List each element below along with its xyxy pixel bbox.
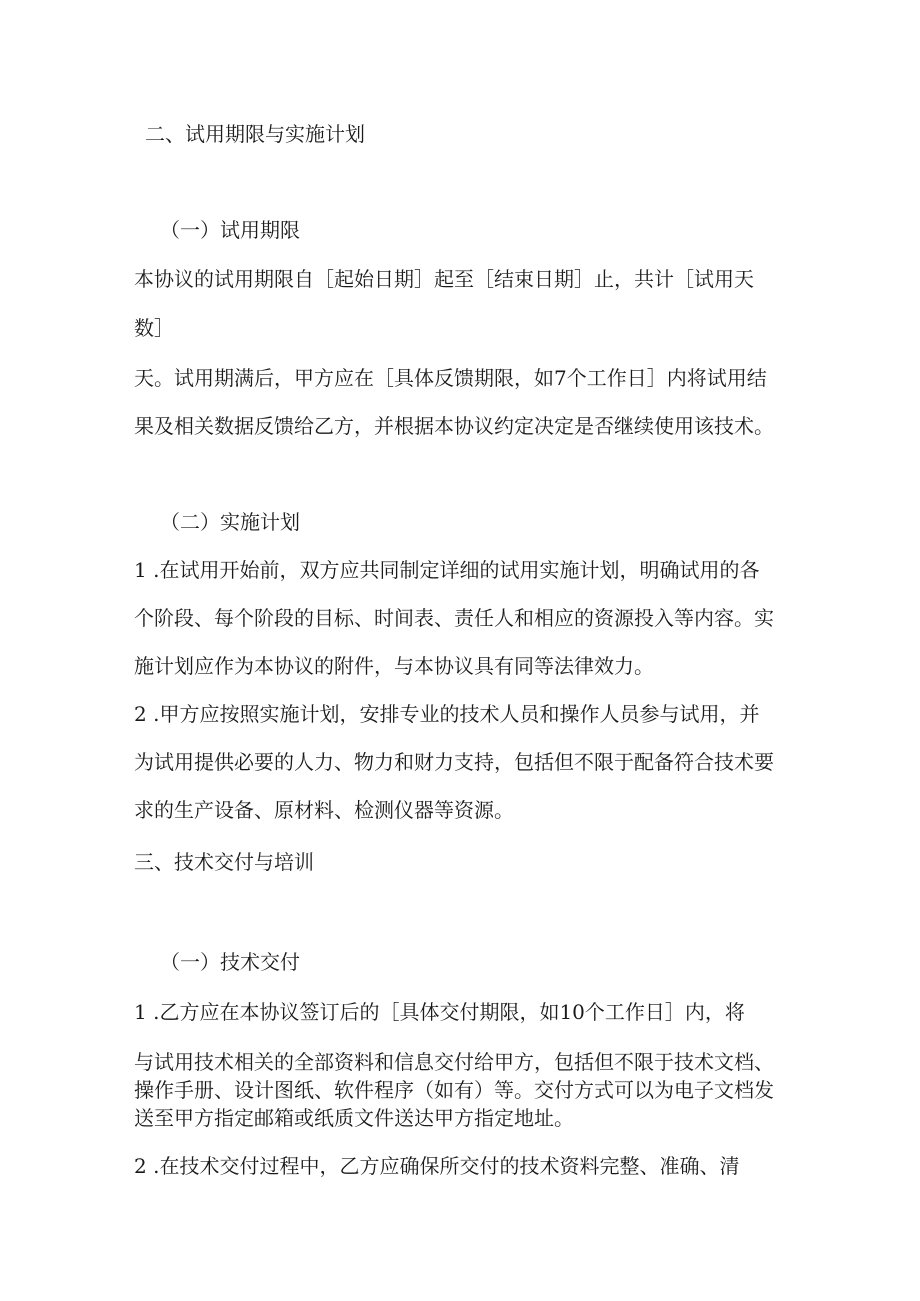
paragraph-line: 本协议的试用期限自［起始日期］起至［结束日期］止，共计［试用天 <box>134 267 754 291</box>
subsection-heading-technical-delivery: （一）技术交付 <box>160 950 300 974</box>
list-item-line: 2 .在技术交付过程中，乙方应确保所交付的技术资料完整、准确、清 <box>134 1154 740 1178</box>
list-item-line: 送至甲方指定邮箱或纸质文件送达甲方指定地址。 <box>134 1106 574 1130</box>
list-item-line: 操作手册、设计图纸、软件程序（如有）等。交付方式可以为电子文档发 <box>134 1078 774 1102</box>
paragraph-line: 天。试用期满后，甲方应在［具体反馈期限，如7个工作日］内将试用结 <box>134 366 767 390</box>
list-item-line: 为试用提供必要的人力、物力和财力支持，包括但不限于配备符合技术要 <box>134 750 774 774</box>
list-item-line: 施计划应作为本协议的附件，与本协议具有同等法律效力。 <box>134 654 654 678</box>
list-item-line: 1 .乙方应在本协议签订后的［具体交付期限，如10个工作日］内，将 <box>134 1000 745 1024</box>
paragraph-line: 数］ <box>134 316 174 340</box>
subsection-heading-implementation-plan: （二）实施计划 <box>160 510 300 534</box>
list-item-line: 个阶段、每个阶段的目标、时间表、责任人和相应的资源投入等内容。实 <box>134 606 774 630</box>
subsection-heading-trial-period: （一）试用期限 <box>160 218 300 242</box>
list-item-line: 求的生产设备、原材料、检测仪器等资源。 <box>134 798 514 822</box>
list-item-line: 1 .在试用开始前，双方应共同制定详细的试用实施计划，明确试用的各 <box>134 558 760 582</box>
list-item-line: 2 .甲方应按照实施计划，安排专业的技术人员和操作人员参与试用，并 <box>134 702 760 726</box>
section-heading-3: 三、技术交付与培训 <box>134 850 314 874</box>
paragraph-line: 果及相关数据反馈给乙方，并根据本协议约定决定是否继续使用该技术。 <box>134 414 774 438</box>
list-item-line: 与试用技术相关的全部资料和信息交付给甲方，包括但不限于技术文档、 <box>134 1050 774 1074</box>
section-heading-2: 二、试用期限与实施计划 <box>145 122 365 146</box>
